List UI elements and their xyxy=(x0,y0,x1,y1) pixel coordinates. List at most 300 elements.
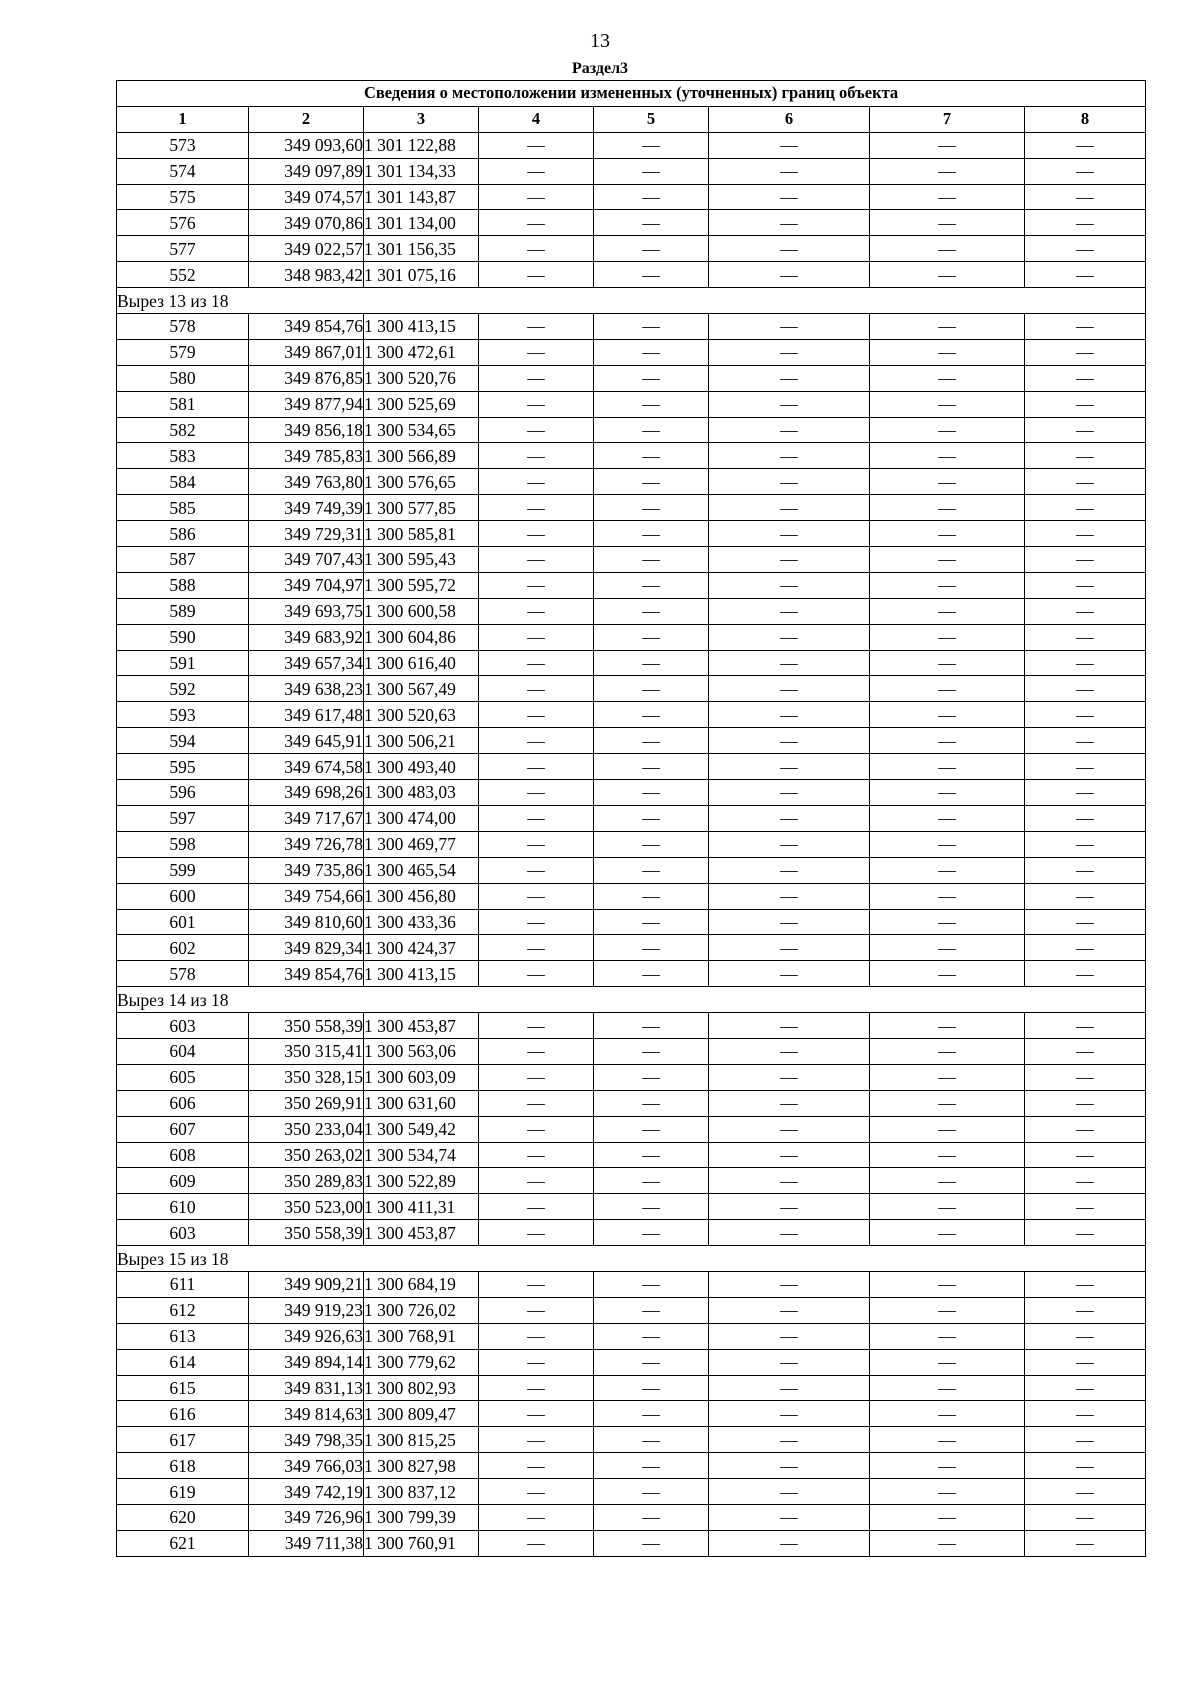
empty-value-cell: — xyxy=(870,1375,1025,1401)
empty-value-cell: — xyxy=(479,1038,594,1064)
point-number-cell: 573 xyxy=(117,132,249,158)
x-coordinate-cell: 349 707,43 xyxy=(249,547,364,573)
empty-value-cell: — xyxy=(594,624,709,650)
point-number-cell: 615 xyxy=(117,1375,249,1401)
empty-value-cell: — xyxy=(594,469,709,495)
point-number-cell: 586 xyxy=(117,521,249,547)
empty-value-cell: — xyxy=(709,1142,870,1168)
empty-value-cell: — xyxy=(1025,1064,1146,1090)
empty-value-cell: — xyxy=(709,1504,870,1530)
point-number-cell: 591 xyxy=(117,650,249,676)
x-coordinate-cell: 349 766,03 xyxy=(249,1453,364,1479)
point-number-cell: 575 xyxy=(117,184,249,210)
empty-value-cell: — xyxy=(594,1090,709,1116)
empty-value-cell: — xyxy=(1025,1297,1146,1323)
x-coordinate-cell: 349 754,66 xyxy=(249,883,364,909)
empty-value-cell: — xyxy=(479,728,594,754)
empty-value-cell: — xyxy=(870,262,1025,288)
empty-value-cell: — xyxy=(594,1401,709,1427)
empty-value-cell: — xyxy=(870,883,1025,909)
empty-value-cell: — xyxy=(709,805,870,831)
empty-value-cell: — xyxy=(870,598,1025,624)
point-number-cell: 620 xyxy=(117,1504,249,1530)
point-number-cell: 592 xyxy=(117,676,249,702)
empty-value-cell: — xyxy=(870,236,1025,262)
empty-value-cell: — xyxy=(594,857,709,883)
point-number-cell: 603 xyxy=(117,1220,249,1246)
y-coordinate-cell: 1 300 469,77 xyxy=(364,831,479,857)
empty-value-cell: — xyxy=(870,1220,1025,1246)
empty-value-cell: — xyxy=(870,702,1025,728)
empty-value-cell: — xyxy=(870,1427,1025,1453)
y-coordinate-cell: 1 301 134,33 xyxy=(364,158,479,184)
empty-value-cell: — xyxy=(1025,547,1146,573)
x-coordinate-cell: 349 674,58 xyxy=(249,754,364,780)
column-header: 1 xyxy=(117,106,249,132)
table-row xyxy=(117,210,1146,236)
empty-value-cell: — xyxy=(1025,1375,1146,1401)
point-number-cell: 593 xyxy=(117,702,249,728)
y-coordinate-cell: 1 300 433,36 xyxy=(364,909,479,935)
point-number-cell: 585 xyxy=(117,495,249,521)
empty-value-cell: — xyxy=(1025,1194,1146,1220)
empty-value-cell: — xyxy=(709,314,870,340)
x-coordinate-cell: 348 983,42 xyxy=(249,262,364,288)
x-coordinate-cell: 349 022,57 xyxy=(249,236,364,262)
y-coordinate-cell: 1 300 604,86 xyxy=(364,624,479,650)
y-coordinate-cell: 1 300 779,62 xyxy=(364,1349,479,1375)
empty-value-cell: — xyxy=(594,1194,709,1220)
y-coordinate-cell: 1 300 837,12 xyxy=(364,1479,479,1505)
table-body xyxy=(117,132,1146,1556)
point-number-cell: 611 xyxy=(117,1271,249,1297)
column-header: 4 xyxy=(479,106,594,132)
point-number-cell: 621 xyxy=(117,1530,249,1556)
empty-value-cell: — xyxy=(709,961,870,987)
empty-value-cell: — xyxy=(1025,805,1146,831)
x-coordinate-cell: 350 558,39 xyxy=(249,1013,364,1039)
table-row xyxy=(117,624,1146,650)
x-coordinate-cell: 349 810,60 xyxy=(249,909,364,935)
point-number-cell: 581 xyxy=(117,391,249,417)
empty-value-cell: — xyxy=(1025,314,1146,340)
empty-value-cell: — xyxy=(479,417,594,443)
empty-value-cell: — xyxy=(870,805,1025,831)
empty-value-cell: — xyxy=(479,805,594,831)
empty-value-cell: — xyxy=(479,676,594,702)
point-number-cell: 580 xyxy=(117,365,249,391)
table-row xyxy=(117,262,1146,288)
empty-value-cell: — xyxy=(479,1194,594,1220)
empty-value-cell: — xyxy=(709,1168,870,1194)
y-coordinate-cell: 1 300 453,87 xyxy=(364,1220,479,1246)
table-row xyxy=(117,650,1146,676)
empty-value-cell: — xyxy=(594,1013,709,1039)
x-coordinate-cell: 349 831,13 xyxy=(249,1375,364,1401)
empty-value-cell: — xyxy=(1025,1504,1146,1530)
point-number-cell: 582 xyxy=(117,417,249,443)
empty-value-cell: — xyxy=(1025,728,1146,754)
table-row xyxy=(117,184,1146,210)
table-row xyxy=(117,1194,1146,1220)
y-coordinate-cell: 1 300 595,43 xyxy=(364,547,479,573)
empty-value-cell: — xyxy=(594,909,709,935)
empty-value-cell: — xyxy=(1025,883,1146,909)
empty-value-cell: — xyxy=(870,443,1025,469)
point-number-cell: 602 xyxy=(117,935,249,961)
empty-value-cell: — xyxy=(479,1142,594,1168)
y-coordinate-cell: 1 300 549,42 xyxy=(364,1116,479,1142)
empty-value-cell: — xyxy=(479,1116,594,1142)
point-number-cell: 583 xyxy=(117,443,249,469)
x-coordinate-cell: 349 829,34 xyxy=(249,935,364,961)
empty-value-cell: — xyxy=(709,262,870,288)
empty-value-cell: — xyxy=(479,1504,594,1530)
empty-value-cell: — xyxy=(709,1271,870,1297)
empty-value-cell: — xyxy=(594,417,709,443)
empty-value-cell: — xyxy=(1025,909,1146,935)
y-coordinate-cell: 1 300 520,63 xyxy=(364,702,479,728)
y-coordinate-cell: 1 300 802,93 xyxy=(364,1375,479,1401)
empty-value-cell: — xyxy=(594,728,709,754)
table-row xyxy=(117,676,1146,702)
point-number-cell: 605 xyxy=(117,1064,249,1090)
empty-value-cell: — xyxy=(1025,935,1146,961)
y-coordinate-cell: 1 300 525,69 xyxy=(364,391,479,417)
empty-value-cell: — xyxy=(709,1090,870,1116)
y-coordinate-cell: 1 300 600,58 xyxy=(364,598,479,624)
x-coordinate-cell: 349 926,63 xyxy=(249,1323,364,1349)
y-coordinate-cell: 1 301 143,87 xyxy=(364,184,479,210)
empty-value-cell: — xyxy=(594,1349,709,1375)
empty-value-cell: — xyxy=(594,132,709,158)
point-number-cell: 617 xyxy=(117,1427,249,1453)
empty-value-cell: — xyxy=(594,1064,709,1090)
y-coordinate-cell: 1 300 413,15 xyxy=(364,314,479,340)
empty-value-cell: — xyxy=(870,728,1025,754)
table-row xyxy=(117,805,1146,831)
empty-value-cell: — xyxy=(479,909,594,935)
empty-value-cell: — xyxy=(709,780,870,806)
y-coordinate-cell: 1 301 156,35 xyxy=(364,236,479,262)
empty-value-cell: — xyxy=(479,391,594,417)
point-number-cell: 577 xyxy=(117,236,249,262)
x-coordinate-cell: 350 315,41 xyxy=(249,1038,364,1064)
point-number-cell: 584 xyxy=(117,469,249,495)
table-row xyxy=(117,1090,1146,1116)
x-coordinate-cell: 349 617,48 xyxy=(249,702,364,728)
empty-value-cell: — xyxy=(479,339,594,365)
x-coordinate-cell: 349 856,18 xyxy=(249,417,364,443)
empty-value-cell: — xyxy=(870,1064,1025,1090)
table-row xyxy=(117,909,1146,935)
y-coordinate-cell: 1 300 472,61 xyxy=(364,339,479,365)
point-number-cell: 594 xyxy=(117,728,249,754)
table-row xyxy=(117,1349,1146,1375)
empty-value-cell: — xyxy=(594,158,709,184)
empty-value-cell: — xyxy=(870,391,1025,417)
point-number-cell: 613 xyxy=(117,1323,249,1349)
empty-value-cell: — xyxy=(1025,702,1146,728)
table-row xyxy=(117,132,1146,158)
empty-value-cell: — xyxy=(709,598,870,624)
x-coordinate-cell: 349 711,38 xyxy=(249,1530,364,1556)
empty-value-cell: — xyxy=(479,184,594,210)
x-coordinate-cell: 349 726,96 xyxy=(249,1504,364,1530)
table-row xyxy=(117,314,1146,340)
empty-value-cell: — xyxy=(709,1013,870,1039)
point-number-cell: 574 xyxy=(117,158,249,184)
x-coordinate-cell: 350 558,39 xyxy=(249,1220,364,1246)
empty-value-cell: — xyxy=(870,780,1025,806)
y-coordinate-cell: 1 300 424,37 xyxy=(364,935,479,961)
x-coordinate-cell: 349 693,75 xyxy=(249,598,364,624)
empty-value-cell: — xyxy=(709,1349,870,1375)
empty-value-cell: — xyxy=(1025,1116,1146,1142)
empty-value-cell: — xyxy=(709,883,870,909)
y-coordinate-cell: 1 300 413,15 xyxy=(364,961,479,987)
empty-value-cell: — xyxy=(479,1064,594,1090)
cutout-section-label: Вырез 14 из 18 xyxy=(117,987,1146,1013)
y-coordinate-cell: 1 300 456,80 xyxy=(364,883,479,909)
point-number-cell: 578 xyxy=(117,314,249,340)
empty-value-cell: — xyxy=(1025,1479,1146,1505)
point-number-cell: 603 xyxy=(117,1013,249,1039)
empty-value-cell: — xyxy=(594,236,709,262)
point-number-cell: 552 xyxy=(117,262,249,288)
empty-value-cell: — xyxy=(870,1116,1025,1142)
y-coordinate-cell: 1 300 585,81 xyxy=(364,521,479,547)
column-header-row xyxy=(117,106,1146,132)
empty-value-cell: — xyxy=(479,961,594,987)
point-number-cell: 598 xyxy=(117,831,249,857)
empty-value-cell: — xyxy=(1025,1013,1146,1039)
y-coordinate-cell: 1 300 726,02 xyxy=(364,1297,479,1323)
empty-value-cell: — xyxy=(594,184,709,210)
y-coordinate-cell: 1 300 563,06 xyxy=(364,1038,479,1064)
point-number-cell: 596 xyxy=(117,780,249,806)
empty-value-cell: — xyxy=(870,1504,1025,1530)
empty-value-cell: — xyxy=(709,521,870,547)
x-coordinate-cell: 349 735,86 xyxy=(249,857,364,883)
empty-value-cell: — xyxy=(1025,1401,1146,1427)
x-coordinate-cell: 349 867,01 xyxy=(249,339,364,365)
empty-value-cell: — xyxy=(709,1375,870,1401)
empty-value-cell: — xyxy=(1025,1220,1146,1246)
table-row xyxy=(117,857,1146,883)
y-coordinate-cell: 1 300 520,76 xyxy=(364,365,479,391)
empty-value-cell: — xyxy=(479,598,594,624)
column-header: 6 xyxy=(709,106,870,132)
y-coordinate-cell: 1 300 576,65 xyxy=(364,469,479,495)
empty-value-cell: — xyxy=(709,831,870,857)
empty-value-cell: — xyxy=(870,1194,1025,1220)
point-number-cell: 612 xyxy=(117,1297,249,1323)
empty-value-cell: — xyxy=(870,650,1025,676)
empty-value-cell: — xyxy=(1025,1271,1146,1297)
x-coordinate-cell: 349 919,23 xyxy=(249,1297,364,1323)
empty-value-cell: — xyxy=(479,1323,594,1349)
empty-value-cell: — xyxy=(709,391,870,417)
empty-value-cell: — xyxy=(870,1271,1025,1297)
empty-value-cell: — xyxy=(479,495,594,521)
empty-value-cell: — xyxy=(594,262,709,288)
empty-value-cell: — xyxy=(870,676,1025,702)
empty-value-cell: — xyxy=(594,391,709,417)
empty-value-cell: — xyxy=(709,624,870,650)
point-number-cell: 597 xyxy=(117,805,249,831)
empty-value-cell: — xyxy=(709,1427,870,1453)
y-coordinate-cell: 1 300 768,91 xyxy=(364,1323,479,1349)
empty-value-cell: — xyxy=(1025,676,1146,702)
empty-value-cell: — xyxy=(479,210,594,236)
table-row xyxy=(117,547,1146,573)
column-header: 2 xyxy=(249,106,364,132)
y-coordinate-cell: 1 301 122,88 xyxy=(364,132,479,158)
empty-value-cell: — xyxy=(870,831,1025,857)
empty-value-cell: — xyxy=(479,1479,594,1505)
empty-value-cell: — xyxy=(709,1323,870,1349)
x-coordinate-cell: 349 854,76 xyxy=(249,961,364,987)
cutout-section-label: Вырез 13 из 18 xyxy=(117,288,1146,314)
empty-value-cell: — xyxy=(709,210,870,236)
empty-value-cell: — xyxy=(870,857,1025,883)
empty-value-cell: — xyxy=(1025,1142,1146,1168)
empty-value-cell: — xyxy=(594,365,709,391)
x-coordinate-cell: 349 704,97 xyxy=(249,572,364,598)
y-coordinate-cell: 1 300 493,40 xyxy=(364,754,479,780)
x-coordinate-cell: 350 328,15 xyxy=(249,1064,364,1090)
table-row xyxy=(117,391,1146,417)
y-coordinate-cell: 1 300 577,85 xyxy=(364,495,479,521)
y-coordinate-cell: 1 300 534,74 xyxy=(364,1142,479,1168)
cutout-section-row xyxy=(117,987,1146,1013)
x-coordinate-cell: 349 729,31 xyxy=(249,521,364,547)
empty-value-cell: — xyxy=(1025,236,1146,262)
empty-value-cell: — xyxy=(594,1038,709,1064)
empty-value-cell: — xyxy=(594,805,709,831)
empty-value-cell: — xyxy=(1025,1323,1146,1349)
table-caption: Сведения о местоположении измененных (уточненных) границ объекта xyxy=(117,81,1146,107)
section-title: Раздел3 xyxy=(571,60,629,77)
empty-value-cell: — xyxy=(479,132,594,158)
empty-value-cell: — xyxy=(1025,1038,1146,1064)
empty-value-cell: — xyxy=(594,1375,709,1401)
x-coordinate-cell: 349 093,60 xyxy=(249,132,364,158)
table-row xyxy=(117,1479,1146,1505)
empty-value-cell: — xyxy=(709,754,870,780)
y-coordinate-cell: 1 300 465,54 xyxy=(364,857,479,883)
empty-value-cell: — xyxy=(709,339,870,365)
empty-value-cell: — xyxy=(594,1220,709,1246)
empty-value-cell: — xyxy=(479,1427,594,1453)
empty-value-cell: — xyxy=(594,1142,709,1168)
point-number-cell: 589 xyxy=(117,598,249,624)
empty-value-cell: — xyxy=(594,935,709,961)
table-row xyxy=(117,1271,1146,1297)
empty-value-cell: — xyxy=(709,132,870,158)
point-number-cell: 616 xyxy=(117,1401,249,1427)
table-row xyxy=(117,1297,1146,1323)
empty-value-cell: — xyxy=(709,443,870,469)
empty-value-cell: — xyxy=(870,1401,1025,1427)
column-header: 8 xyxy=(1025,106,1146,132)
empty-value-cell: — xyxy=(709,184,870,210)
empty-value-cell: — xyxy=(1025,1090,1146,1116)
point-number-cell: 595 xyxy=(117,754,249,780)
empty-value-cell: — xyxy=(709,469,870,495)
empty-value-cell: — xyxy=(594,339,709,365)
x-coordinate-cell: 349 894,14 xyxy=(249,1349,364,1375)
empty-value-cell: — xyxy=(1025,495,1146,521)
x-coordinate-cell: 350 523,00 xyxy=(249,1194,364,1220)
empty-value-cell: — xyxy=(479,831,594,857)
empty-value-cell: — xyxy=(1025,754,1146,780)
y-coordinate-cell: 1 300 595,72 xyxy=(364,572,479,598)
empty-value-cell: — xyxy=(479,1349,594,1375)
empty-value-cell: — xyxy=(1025,650,1146,676)
empty-value-cell: — xyxy=(594,314,709,340)
empty-value-cell: — xyxy=(479,754,594,780)
empty-value-cell: — xyxy=(870,961,1025,987)
empty-value-cell: — xyxy=(870,547,1025,573)
y-coordinate-cell: 1 300 506,21 xyxy=(364,728,479,754)
table-row xyxy=(117,495,1146,521)
empty-value-cell: — xyxy=(870,1453,1025,1479)
x-coordinate-cell: 350 263,02 xyxy=(249,1142,364,1168)
empty-value-cell: — xyxy=(709,1220,870,1246)
table-row xyxy=(117,365,1146,391)
point-number-cell: 606 xyxy=(117,1090,249,1116)
empty-value-cell: — xyxy=(709,1401,870,1427)
empty-value-cell: — xyxy=(1025,210,1146,236)
empty-value-cell: — xyxy=(1025,262,1146,288)
y-coordinate-cell: 1 301 075,16 xyxy=(364,262,479,288)
empty-value-cell: — xyxy=(594,1453,709,1479)
empty-value-cell: — xyxy=(870,1323,1025,1349)
empty-value-cell: — xyxy=(479,1297,594,1323)
empty-value-cell: — xyxy=(594,831,709,857)
table-row xyxy=(117,1142,1146,1168)
x-coordinate-cell: 349 097,89 xyxy=(249,158,364,184)
empty-value-cell: — xyxy=(594,1271,709,1297)
empty-value-cell: — xyxy=(1025,1427,1146,1453)
empty-value-cell: — xyxy=(1025,961,1146,987)
empty-value-cell: — xyxy=(479,443,594,469)
table-row xyxy=(117,702,1146,728)
point-number-cell: 600 xyxy=(117,883,249,909)
table-row xyxy=(117,1323,1146,1349)
empty-value-cell: — xyxy=(479,158,594,184)
empty-value-cell: — xyxy=(1025,469,1146,495)
table-row xyxy=(117,598,1146,624)
empty-value-cell: — xyxy=(1025,624,1146,650)
point-number-cell: 576 xyxy=(117,210,249,236)
y-coordinate-cell: 1 300 815,25 xyxy=(364,1427,479,1453)
column-header: 3 xyxy=(364,106,479,132)
point-number-cell: 618 xyxy=(117,1453,249,1479)
empty-value-cell: — xyxy=(594,1427,709,1453)
empty-value-cell: — xyxy=(479,702,594,728)
x-coordinate-cell: 349 876,85 xyxy=(249,365,364,391)
empty-value-cell: — xyxy=(479,1375,594,1401)
empty-value-cell: — xyxy=(1025,1530,1146,1556)
x-coordinate-cell: 349 645,91 xyxy=(249,728,364,754)
empty-value-cell: — xyxy=(479,547,594,573)
empty-value-cell: — xyxy=(709,158,870,184)
empty-value-cell: — xyxy=(709,909,870,935)
table-row xyxy=(117,883,1146,909)
